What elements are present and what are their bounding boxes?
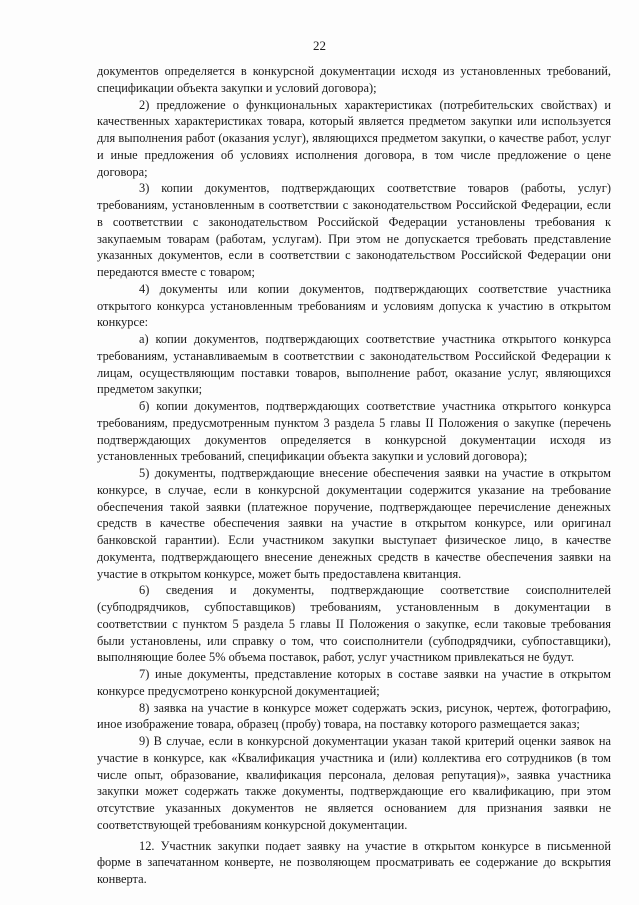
paragraph: 3) копии документов, подтверждающих соответствие товаров (работы, услуг) требованиям, установленным в соответствии с законодательством Российской Федерации, если в соответствии с законодательством Российской Федерации установлены требования к закупаемым товарам (работам, услугам). При этом не допускается требовать представление указанных документов, если в соответствии с законодательством Российской Федерации они передаются вместе с товаром;: [97, 181, 611, 279]
paragraph: а) копии документов, подтверждающих соответствие участника открытого конкурса требованиям, устанавливаемым в соответствии с законодательством Российской Федерации к лицам, осуществляющим поставки товаров, выполнение работ, оказание услуг, являющихся предметом закупки;: [97, 332, 611, 397]
page-number: 22: [313, 38, 326, 53]
document-body: [97, 63, 611, 888]
paragraph: 2) предложение о функциональных характеристиках (потребительских свойствах) и качественных характеристиках товара, который является предметом закупки или используется для выполнения работ (оказания услуг), являющихся предметом закупки, о качестве работ, услуг и иные предложения об условиях исполнения договора, в том числе предложение о цене договора;: [97, 97, 611, 179]
paragraph: 5) документы, подтверждающие внесение обеспечения заявки на участие в открытом конкурсе, в случае, если в конкурсной документации содержится указание на требование обеспечения такой заявки (платежное поручение, подтверждающее перечисление денежных средств в качестве обеспечения заявки на участие в открытом конкурсе, или оригинал банковской гарантии). Если участником закупки выступает физическое лицо, в качестве документа, подтверждающего внесение денежных средств в качестве обеспечения заявки на участие в открытом конкурсе, может быть предоставлена квитанция.: [97, 466, 611, 581]
paragraph: 12. Участник закупки подает заявку на участие в открытом конкурсе в письменной форме в запечатанном конверте, не позволяющем просматривать ее содержание до вскрытия конверта.: [97, 838, 611, 886]
paragraph: 7) иные документы, представление которых в составе заявки на участие в открытом конкурсе предусмотрено конкурсной документацией;: [97, 667, 611, 698]
paragraph: документов определяется в конкурсной документации исходя из установленных требований, спецификации объекта закупки и условий договора);: [97, 64, 611, 95]
paragraph: 8) заявка на участие в конкурсе может содержать эскиз, рисунок, чертеж, фотографию, иное изображение товара, образец (пробу) товара, на поставку которого размещается заказ;: [97, 700, 611, 732]
paragraph: 6) сведения и документы, подтверждающие соответствие соисполнителей (субподрядчиков, субпоставщиков) требованиям, установленным в документации в соответствии с пунктом 5 раздела 5 главы II Положения о закупке, если таковые требования были установлены, или справку о том, что соисполнители (субподрядчики, субпоставщики), выполняющие более 5% объема поставок, работ, услуг участником привлекаться не будут.: [97, 583, 611, 665]
paragraph: б) копии документов, подтверждающих соответствие участника открытого конкурса требованиям, предусмотренным пунктом 3 раздела 5 главы II Положения о закупке (перечень подтверждающих документов определяется в конкурсной документации исходя из установленных требований, спецификации объекта закупки и условий договора);: [97, 399, 611, 464]
paragraph: 4) документы или копии документов, подтверждающих соответствие участника открытого конкурса установленным требованиям и условиям допуска к участию в открытом конкурсе:: [97, 281, 611, 330]
paragraph: 9) В случае, если в конкурсной документации указан такой критерий оценки заявок на участие в конкурсе, как «Квалификация участника и (или) коллектива его сотрудников (в том числе опыт, образование, квалификация персонала, деловая репутация)», заявка участника закупки может содержать также документы, подтверждающие его квалификацию, при этом отсутствие указанных документов не является основанием для признания заявки не соответствующей требованиям конкурсной документации.: [97, 734, 611, 832]
